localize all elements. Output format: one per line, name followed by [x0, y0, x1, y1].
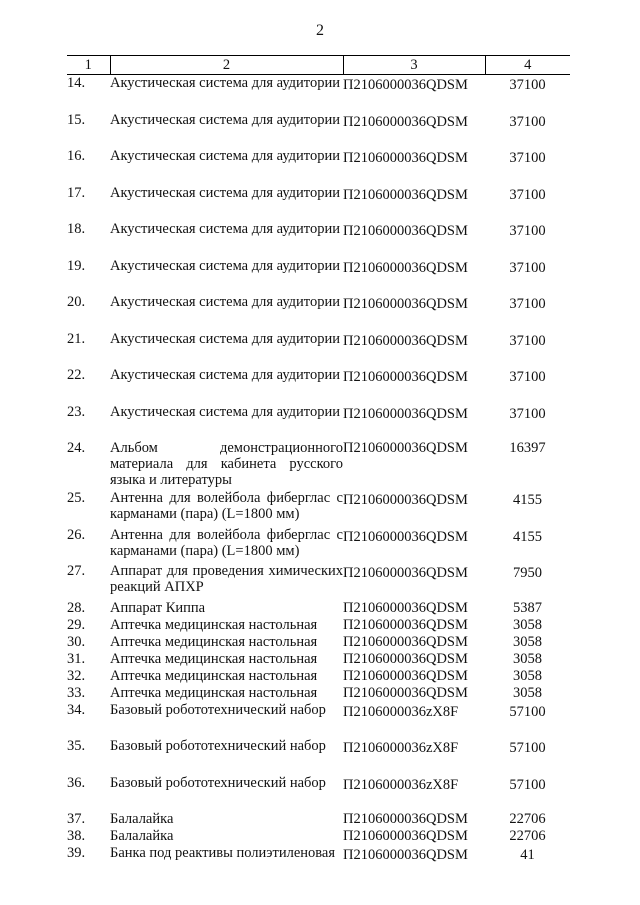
table-row: [67, 185, 570, 222]
header-col-4: 4: [485, 56, 570, 75]
item-code: П2106000036QDSM: [343, 332, 468, 349]
header-col-3: 3: [343, 56, 485, 75]
row-number: 25.: [67, 490, 86, 506]
table-row: [67, 617, 570, 634]
table-header: [67, 56, 570, 75]
table-row: [67, 634, 570, 651]
table-row: [67, 775, 570, 812]
table-row: [67, 367, 570, 404]
item-name: Аппарат Киппа: [110, 599, 206, 616]
item-name: Аппарат для проведения химических реакций АПХР: [110, 563, 343, 595]
row-number: 19.: [67, 257, 86, 274]
item-name: Акустическая система для аудитории: [110, 111, 340, 128]
row-number: 17.: [67, 184, 86, 201]
item-price: 57100: [509, 776, 546, 793]
item-name: Акустическая система для аудитории: [110, 184, 340, 201]
item-name: Акустическая система для аудитории: [110, 75, 340, 91]
item-name: Базовый робототехнический набор: [110, 701, 326, 718]
row-number: 22.: [67, 367, 86, 383]
item-price: 37100: [509, 296, 546, 312]
item-price: 37100: [509, 223, 546, 239]
header-col-1: 1: [67, 56, 110, 75]
table-row: [67, 845, 570, 882]
row-number: 31.: [67, 650, 86, 667]
table-row: [67, 440, 570, 490]
item-price: 7950: [513, 565, 542, 581]
row-number: 18.: [67, 221, 86, 237]
item-code: П2106000036QDSM: [343, 565, 468, 581]
row-number: 36.: [67, 774, 86, 791]
item-code: П2106000036QDSM: [343, 811, 468, 827]
item-name: Акустическая система для аудитории: [110, 403, 340, 420]
item-price: 3058: [513, 684, 542, 701]
item-price: 37100: [509, 150, 546, 166]
item-price: 57100: [509, 740, 546, 756]
table-row: [67, 75, 570, 112]
item-code: П2106000036QDSM: [343, 847, 468, 863]
row-number: 32.: [67, 667, 86, 684]
row-number: 26.: [67, 526, 86, 543]
table-row: [67, 404, 570, 441]
item-name: Аптечка медицинская настольная: [110, 633, 318, 650]
item-price: 57100: [509, 703, 546, 720]
table-row: [67, 490, 570, 527]
table-body: [67, 75, 570, 882]
row-number: 16.: [67, 148, 86, 164]
item-price: 16397: [509, 440, 546, 456]
page-number: 2: [316, 22, 324, 39]
item-price: 37100: [509, 259, 546, 276]
item-code: П2106000036QDSM: [343, 77, 468, 93]
item-code: П2106000036zX8F: [343, 776, 459, 793]
item-name: Аптечка медицинская настольная: [110, 667, 318, 684]
item-code: П2106000036QDSM: [343, 150, 468, 166]
item-name: Аптечка медицинская настольная: [110, 616, 318, 633]
item-code: П2106000036QDSM: [343, 828, 468, 844]
item-code: П2106000036QDSM: [343, 684, 468, 701]
row-number: 14.: [67, 75, 86, 91]
item-price: 37100: [509, 332, 546, 349]
item-code: П2106000036QDSM: [343, 633, 468, 650]
table-row: [67, 828, 570, 845]
item-name: Базовый робототехнический набор: [110, 738, 326, 754]
item-price: 22706: [509, 828, 546, 844]
item-price: 5387: [513, 599, 542, 616]
table-row: [67, 527, 570, 564]
table-row: [67, 331, 570, 368]
item-code: П2106000036QDSM: [343, 599, 468, 616]
item-price: 22706: [509, 811, 546, 827]
item-code: П2106000036QDSM: [343, 113, 468, 130]
item-price: 4155: [513, 492, 542, 508]
item-name: Аптечка медицинская настольная: [110, 650, 318, 667]
row-number: 30.: [67, 633, 86, 650]
item-code: П2106000036QDSM: [343, 440, 468, 456]
row-number: 33.: [67, 684, 86, 701]
item-code: П2106000036QDSM: [343, 405, 468, 422]
item-name: Балалайка: [110, 811, 174, 827]
item-price: 37100: [509, 113, 546, 130]
item-price: 37100: [509, 405, 546, 422]
row-number: 24.: [67, 440, 86, 456]
row-number: 39.: [67, 845, 86, 861]
table-row: [67, 600, 570, 617]
item-code: П2106000036QDSM: [343, 259, 468, 276]
row-number: 38.: [67, 828, 86, 844]
item-name: Акустическая система для аудитории: [110, 294, 340, 310]
table-row: [67, 651, 570, 668]
table-row: [67, 294, 570, 331]
item-price: 3058: [513, 633, 542, 650]
item-price: 37100: [509, 369, 546, 385]
item-name: Акустическая система для аудитории: [110, 148, 340, 164]
row-number: 37.: [67, 811, 86, 827]
item-price: 41: [520, 847, 535, 863]
item-code: П2106000036QDSM: [343, 186, 468, 203]
item-code: П2106000036zX8F: [343, 740, 459, 756]
item-code: П2106000036QDSM: [343, 650, 468, 667]
item-name: Акустическая система для аудитории: [110, 221, 340, 237]
item-code: П2106000036QDSM: [343, 369, 468, 385]
table-row: [67, 258, 570, 295]
item-price: 4155: [513, 528, 542, 545]
item-name: Аптечка медицинская настольная: [110, 684, 318, 701]
item-price: 37100: [509, 77, 546, 93]
table-row: [67, 668, 570, 685]
table-row: [67, 563, 570, 600]
item-price: 3058: [513, 616, 542, 633]
table-row: [67, 702, 570, 739]
row-number: 28.: [67, 599, 86, 616]
row-number: 20.: [67, 294, 86, 310]
row-number: 29.: [67, 616, 86, 633]
item-name: Акустическая система для аудитории: [110, 330, 340, 347]
table-row: [67, 148, 570, 185]
item-price: 3058: [513, 650, 542, 667]
row-number: 23.: [67, 403, 86, 420]
header-col-2: 2: [110, 56, 343, 75]
row-number: 21.: [67, 330, 86, 347]
table-row: [67, 811, 570, 828]
item-code: П2106000036QDSM: [343, 492, 468, 508]
item-name: Антенна для волейбола фиберглас с карманами (пара) (L=1800 мм): [110, 490, 343, 522]
item-name: Акустическая система для аудитории: [110, 257, 340, 274]
item-code: П2106000036QDSM: [343, 223, 468, 239]
item-code: П2106000036QDSM: [343, 616, 468, 633]
item-code: П2106000036QDSM: [343, 667, 468, 684]
item-code: П2106000036zX8F: [343, 703, 459, 720]
item-name: Балалайка: [110, 828, 174, 844]
item-code: П2106000036QDSM: [343, 296, 468, 312]
table-row: [67, 738, 570, 775]
item-name: Банка под реактивы полиэтиленовая: [110, 845, 336, 861]
item-price: 3058: [513, 667, 542, 684]
item-name: Альбом демонстрационного материала для кабинета русского языка и литературы: [110, 440, 343, 488]
table-row: [67, 685, 570, 702]
table-row: [67, 112, 570, 149]
item-name: Антенна для волейбола фиберглас с карманами (пара) (L=1800 мм): [110, 526, 343, 559]
row-number: 35.: [67, 738, 86, 754]
row-number: 27.: [67, 563, 86, 579]
inventory-table: [67, 55, 570, 882]
item-name: Акустическая система для аудитории: [110, 367, 340, 383]
item-code: П2106000036QDSM: [343, 528, 468, 545]
item-name: Базовый робототехнический набор: [110, 774, 326, 791]
table-row: [67, 221, 570, 258]
row-number: 15.: [67, 111, 86, 128]
row-number: 34.: [67, 701, 86, 718]
item-price: 37100: [509, 186, 546, 203]
